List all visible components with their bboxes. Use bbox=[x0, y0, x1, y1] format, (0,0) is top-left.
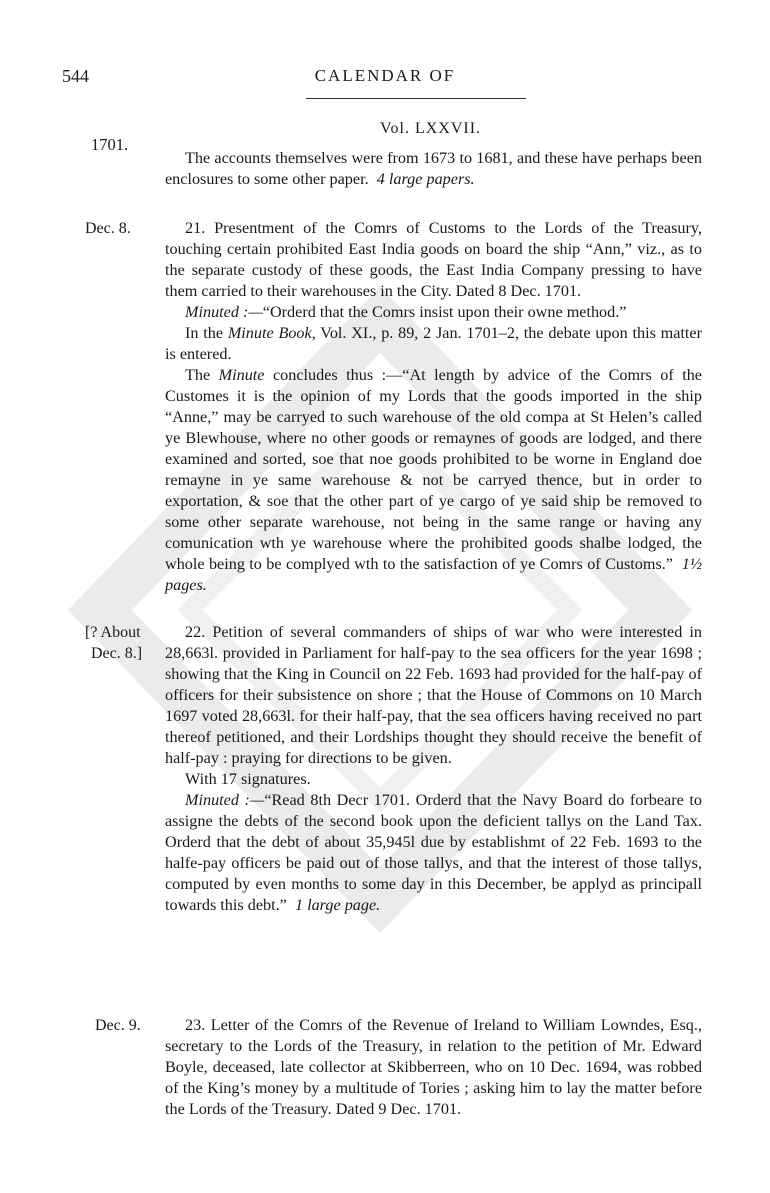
entry-size: 1½ pages. bbox=[165, 555, 702, 594]
minute-book-pre: In the bbox=[185, 324, 228, 342]
intro-paragraph bbox=[165, 148, 702, 190]
volume-heading: Vol. LXXVII. bbox=[380, 120, 482, 137]
minuted-label: Minuted :— bbox=[185, 303, 263, 321]
entry-size: 1 large page. bbox=[294, 896, 381, 914]
minute-text: concludes thus :—“At length by advice of the Comrs of the Customes it is the opinion of my Lords that the goods imported in the ship “Anne,” may be carryed to such warehouse of the old compa at St Helen’s called ye Blewhouse, where no other goods or remaynes of goods are lodged, and there examined and sorted, soe that noe goods prohibited to be worne in England doe remayne in ye same warehouse & not be carryed thence, but in order to exportation, & soe that the other part of ye cargo of ye said ship be removed to some other separate warehouse, not being in the same range or having any comunication wth ye warehouse where the prohibited goods shalbe lodged, the whole being to be complyed wth to the satisfaction of ye Comrs of Customs.” bbox=[165, 366, 702, 573]
minute-label: Minute bbox=[218, 366, 265, 384]
entry-date bbox=[85, 622, 157, 664]
entry-22 bbox=[165, 622, 702, 916]
minute-book-text: Vol. XI., p. 89, 2 Jan. 1701–2, the debate upon this matter is entered. bbox=[165, 324, 702, 363]
intro-text: The accounts themselves were from 1673 to 1681, and these have perhaps been enclosures to some other paper. bbox=[165, 149, 702, 188]
entry-23 bbox=[165, 1015, 702, 1120]
year-margin: 1701. bbox=[91, 135, 129, 154]
minute-pre: The bbox=[185, 366, 219, 384]
entry-text: 21. Presentment of the Comrs of Customs to the Lords of the Treasury, touching certain prohibited East India goods on board the ship “Ann,” viz., as to the separate custody of these goods, the East India Company pressing to have them carried to their warehouses in the City. Dated 8 Dec. 1701. bbox=[165, 219, 702, 300]
minute-book-label: Minute Book, bbox=[227, 324, 316, 342]
minuted-text: “Read 8th Decr 1701. Orderd that the Navy Board do forbeare to assigne the debts of the second book upon the deficient tallys on the Land Tax. Orderd that the debt of about 35,945l due by establishmt of 22 Feb. 1693 to the halfe-pay officers be paid out of those tallys, and that the interest of those tallys, computed by even months to some day in this December, be applyd as principall towards this debt.” bbox=[165, 791, 702, 914]
entry-date: Dec. 9. bbox=[95, 1017, 141, 1034]
running-title: CALENDAR OF bbox=[314, 66, 456, 85]
minuted-label: Minuted :— bbox=[185, 791, 265, 809]
minuted-text: “Orderd that the Comrs insist upon their owne method.” bbox=[262, 303, 627, 321]
date-line-2: Dec. 8.] bbox=[91, 645, 143, 662]
entry-date: Dec. 8. bbox=[85, 220, 131, 237]
page-number: 544 bbox=[62, 66, 89, 86]
entry-21 bbox=[165, 218, 702, 596]
page-header bbox=[0, 66, 770, 90]
header-rule bbox=[306, 98, 526, 99]
intro-size: 4 large papers. bbox=[376, 170, 475, 188]
entry-text: 23. Letter of the Comrs of the Revenue of Ireland to William Lowndes, Esq., secretary to the Lords of the Treasury, in relation to the petition of Mr. Edward Boyle, deceased, late collector at Skibberreen, who on 10 Dec. 1694, was robbed of the King’s money by a multitude of Tories ; asking him to lay the matter before the Lords of the Treasury. Dated 9 Dec. 1701. bbox=[165, 1016, 702, 1118]
entry-text: 22. Petition of several commanders of ships of war who were interested in 28,663l. provided in Parliament for half-pay to the sea officers for the year 1698 ; showing that the King in Council on 22 Feb. 1693 had provided for the half-pay of officers for their subsistence on shore ; that the House of Commons on 10 March 1697 voted 28,663l. for their half-pay, that the sea officers having received no part thereof petitioned, and their Lordships thought they should receive the benefit of half-pay : praying for directions to be given. bbox=[165, 623, 702, 767]
date-line-1: [? About bbox=[85, 624, 141, 641]
signatures: With 17 signatures. bbox=[185, 770, 311, 788]
